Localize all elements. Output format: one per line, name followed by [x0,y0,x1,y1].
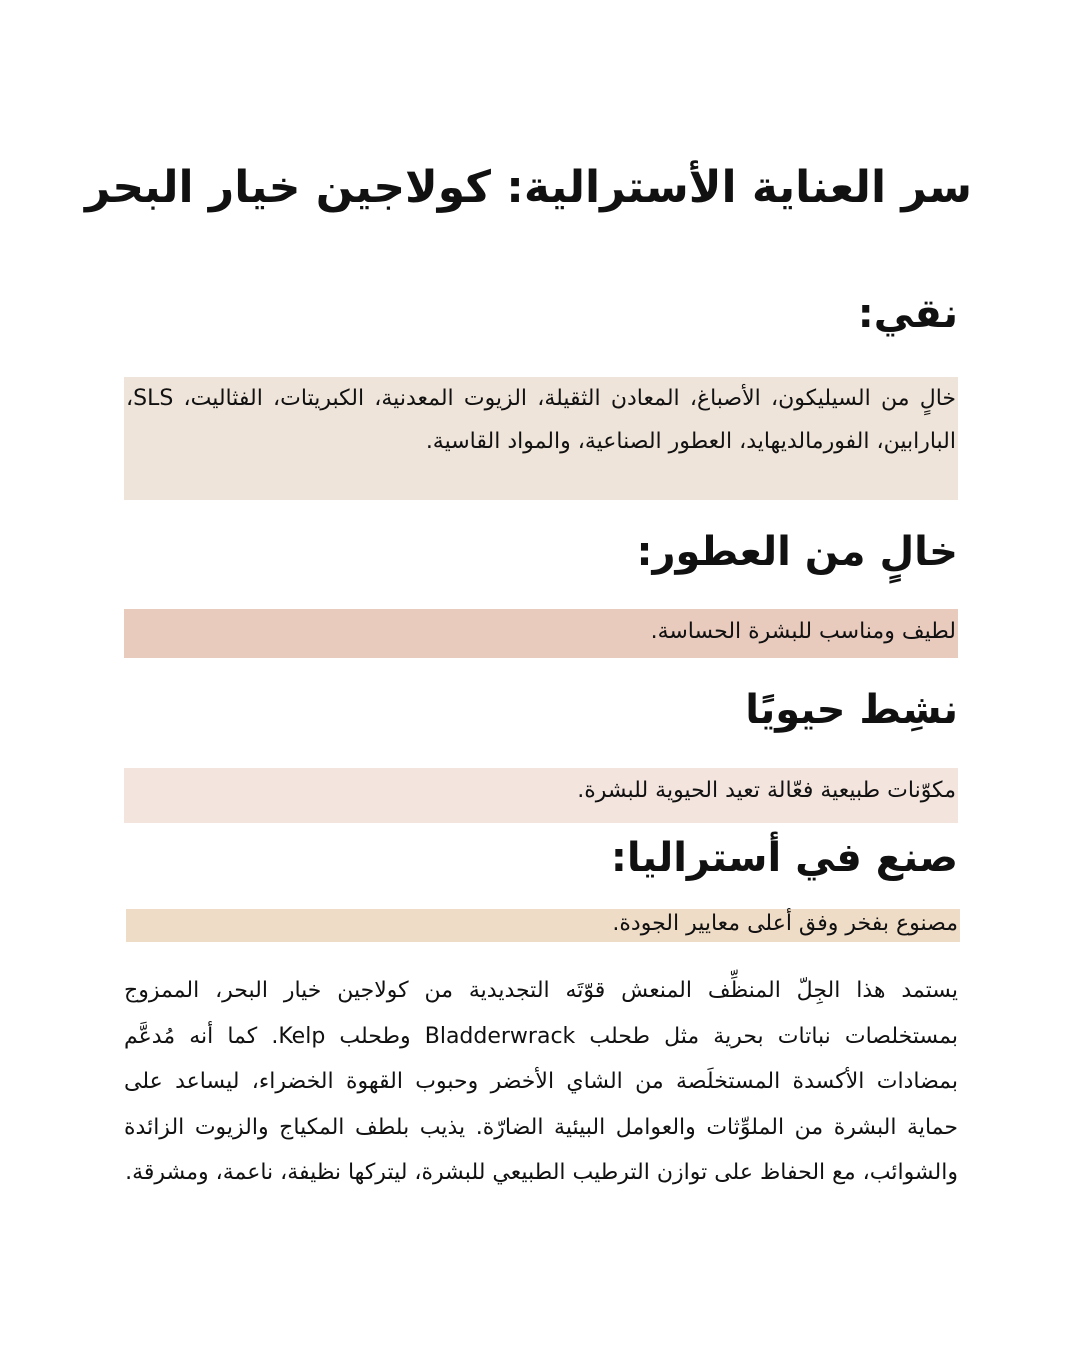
section-text-bioactive: مكوّنات طبيعية فعّالة تعيد الحيوية للبشرة. [124,768,958,823]
section-text-pure: خالٍ من السيليكون، الأصباغ، المعادن الثقيلة، الزيوت المعدنية، الكبريتات، الفثاليت، SLS، البارابين، الفورمالديهايد، العطور الصناعية، والمواد القاسية. [124,377,958,500]
section-heading-made-in-australia: صنع في أستراليا: [610,835,958,881]
section-text-fragrance-free: لطيف ومناسب للبشرة الحساسة. [124,609,958,658]
section-text-made-in-australia: مصنوع بفخر وفق أعلى معايير الجودة. [126,909,960,942]
section-heading-pure: نقي: [857,291,958,337]
product-description: يستمد هذا الجِلّ المنظِّف المنعش قوّتَه التجديدية من كولاجين خيار البحر، الممزوج بمستخلصات نباتات بحرية مثل طحلب Bladderwrack وطحلب Kelp. كما أنه مُدعَّم بمضادات الأكسدة المستخلَصة من الشاي الأخضر وحبوب القهوة الخضراء، ليساعد على حماية البشرة من الملوِّثات والعوامل البيئية الضارّة. يذيب بلطف المكياج والزيوت الزائدة والشوائب، مع الحفاظ على توازن الترطيب الطبيعي للبشرة، ليتركها نظيفة، ناعمة، ومشرقة. [124,978,958,1186]
section-heading-fragrance-free: خالٍ من العطور: [636,529,958,575]
page-title: سر العناية الأسترالية: كولاجين خيار البحر [84,162,972,213]
document-page [84,0,972,1350]
section-heading-bioactive: نشِط حيويًا [745,687,958,733]
